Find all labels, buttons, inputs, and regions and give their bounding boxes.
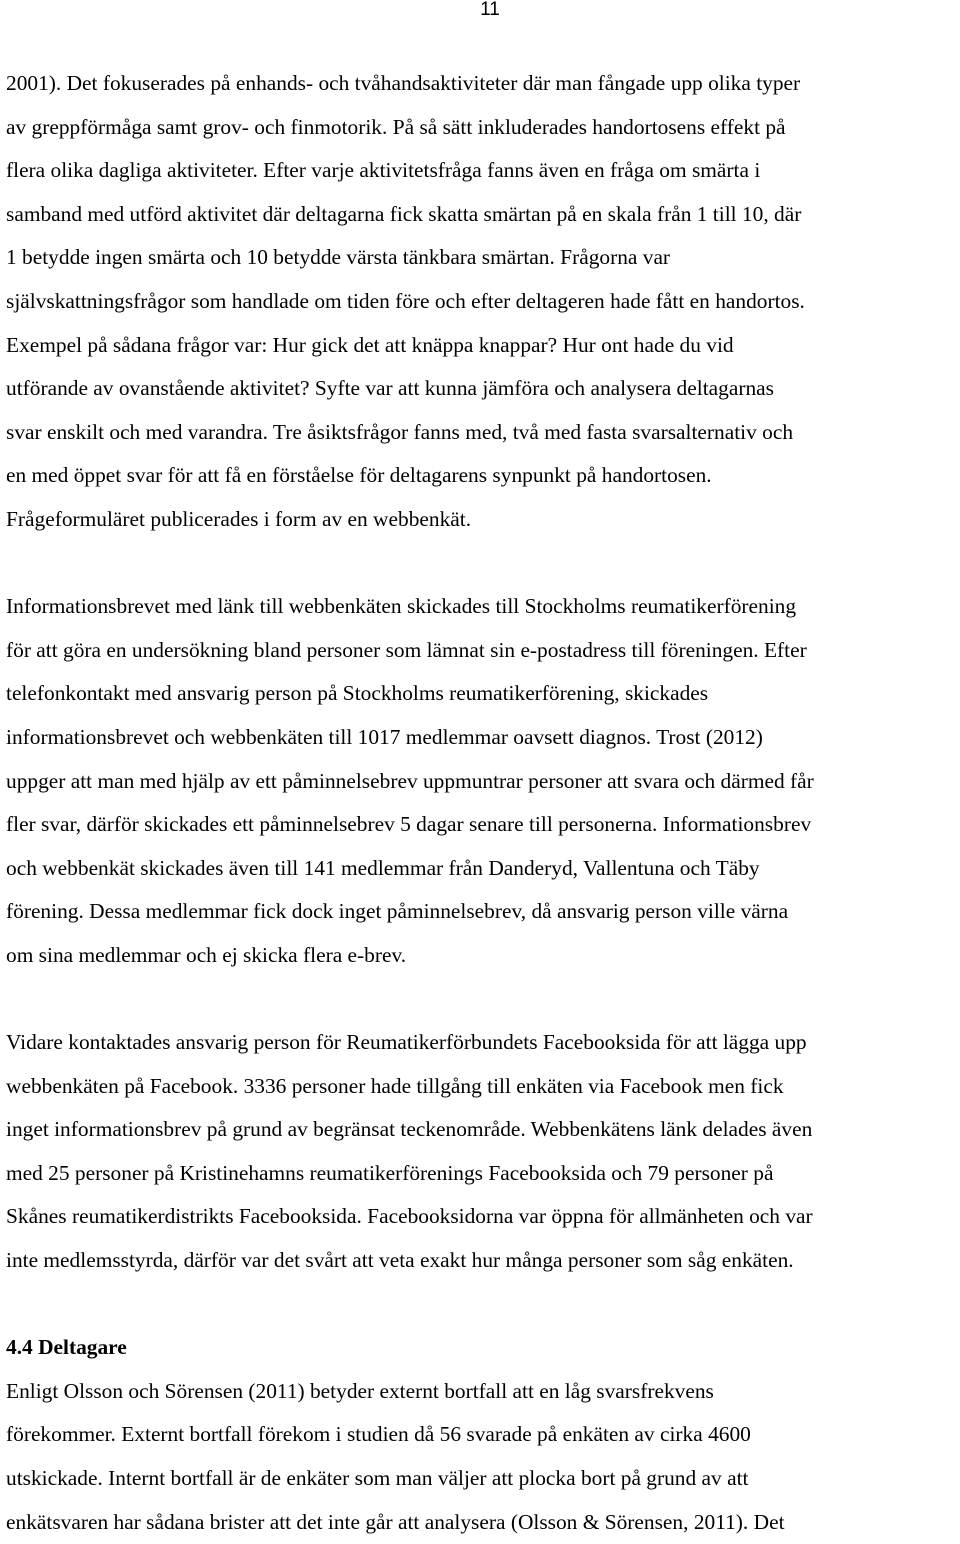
page-number: 11 [480,0,500,20]
text-line: uppger att man med hjälp av ett påminnelsebrev uppmuntrar personer att svara och därmed får [6,768,814,793]
paragraph-facebook [6,1021,960,1283]
text-line: svar enskilt och med varandra. Tre åsiktsfrågor fanns med, två med fasta svarsalternativ och [6,419,794,444]
text-line: 1 betydde ingen smärta och 10 betydde värsta tänkbara smärtan. Frågorna var [6,245,671,270]
section-heading: 4.4 Deltagare [6,1335,127,1360]
paragraph-spacer [6,1283,960,1327]
text-line: inget informationsbrev på grund av begränsat teckenområde. Webbenkätens länk delades även [6,1117,813,1142]
paragraph-participants [6,1370,960,1544]
text-line: Enligt Olsson och Sörensen (2011) betyder externt bortfall att en låg svarsfrekvens [6,1378,714,1403]
text-line: 2001). Det fokuserades på enhands- och tvåhandsaktiviteter där man fångade upp olika typer [6,71,801,95]
text-line: Exempel på sådana frågor var: Hur gick det att knäppa knappar? Hur ont hade du vid [6,332,734,357]
text-line: informationsbrevet och webbenkäten till 1017 medlemmar oavsett diagnos. Trost (2012) [6,724,763,749]
text-line: Vidare kontaktades ansvarig person för Reumatikerförbundets Facebooksida för att lägga upp [6,1030,807,1055]
paragraph-spacer [6,977,960,1021]
text-line: av greppförmåga samt grov- och finmotorik. På så sätt inkluderades handortosens effekt på [6,114,786,139]
text-line: webbenkäten på Facebook. 3336 personer hade tillgång till enkäten via Facebook men fick [6,1073,784,1098]
text-line: en med öppet svar för att få en förståelse för deltagarens synpunkt på handortosen. [6,463,712,488]
text-line: förekommer. Externt bortfall förekom i studien då 56 svarade på enkäten av cirka 4600 [6,1422,751,1447]
text-line: förening. Dessa medlemmar fick dock inget påminnelsebrev, då ansvarig person ville värna [6,899,789,924]
text-line: enkätsvaren har sådana brister att det inte går att analysera (Olsson & Sörensen, 2011). Det [6,1509,785,1534]
text-line: utförande av ovanstående aktivitet? Syfte var att kunna jämföra och analysera deltagarnas [6,376,774,401]
document-body [6,62,960,1544]
text-line: Frågeformuläret publicerades i form av en webbenkät. [6,506,472,531]
text-line: om sina medlemmar och ej skicka flera e-brev. [6,942,407,967]
text-line: fler svar, därför skickades ett påminnelsebrev 5 dagar senare till personerna. Informationsbrev [6,812,812,837]
text-line: med 25 personer på Kristinehamns reumatikerförenings Facebooksida och 79 personer på [6,1160,774,1185]
text-line: samband med utförd aktivitet där deltagarna fick skatta smärtan på en skala från 1 till 10, där [6,201,802,226]
text-line: flera olika dagliga aktiviteter. Efter varje aktivitetsfråga fanns även en fråga om smärta i [6,158,761,183]
paragraph-spacer [6,542,960,586]
text-line: Skånes reumatikerdistrikts Facebooksida. Facebooksidorna var öppna för allmänheten och var [6,1204,813,1229]
paragraph-questionnaire-design [6,62,960,542]
text-line: utskickade. Internt bortfall är de enkäter som man väljer att plocka bort på grund av att [6,1466,749,1490]
text-line: Informationsbrevet med länk till webbenkäten skickades till Stockholms reumatikerförening [6,594,797,619]
text-line: och webbenkät skickades även till 141 medlemmar från Danderyd, Vallentuna och Täby [6,855,760,880]
text-line: inte medlemsstyrda, därför var det svårt att veta exakt hur många personer som såg enkäten. [6,1248,794,1273]
text-line: för att göra en undersökning bland personer som lämnat sin e-postadress till föreningen. Efter [6,637,807,662]
paragraph-distribution [6,585,960,977]
text-line: självskattningsfrågor som handlade om tiden före och efter deltageren hade fått en handortos. [6,288,805,313]
text-line: telefonkontakt med ansvarig person på Stockholms reumatikerförening, skickades [6,681,709,706]
